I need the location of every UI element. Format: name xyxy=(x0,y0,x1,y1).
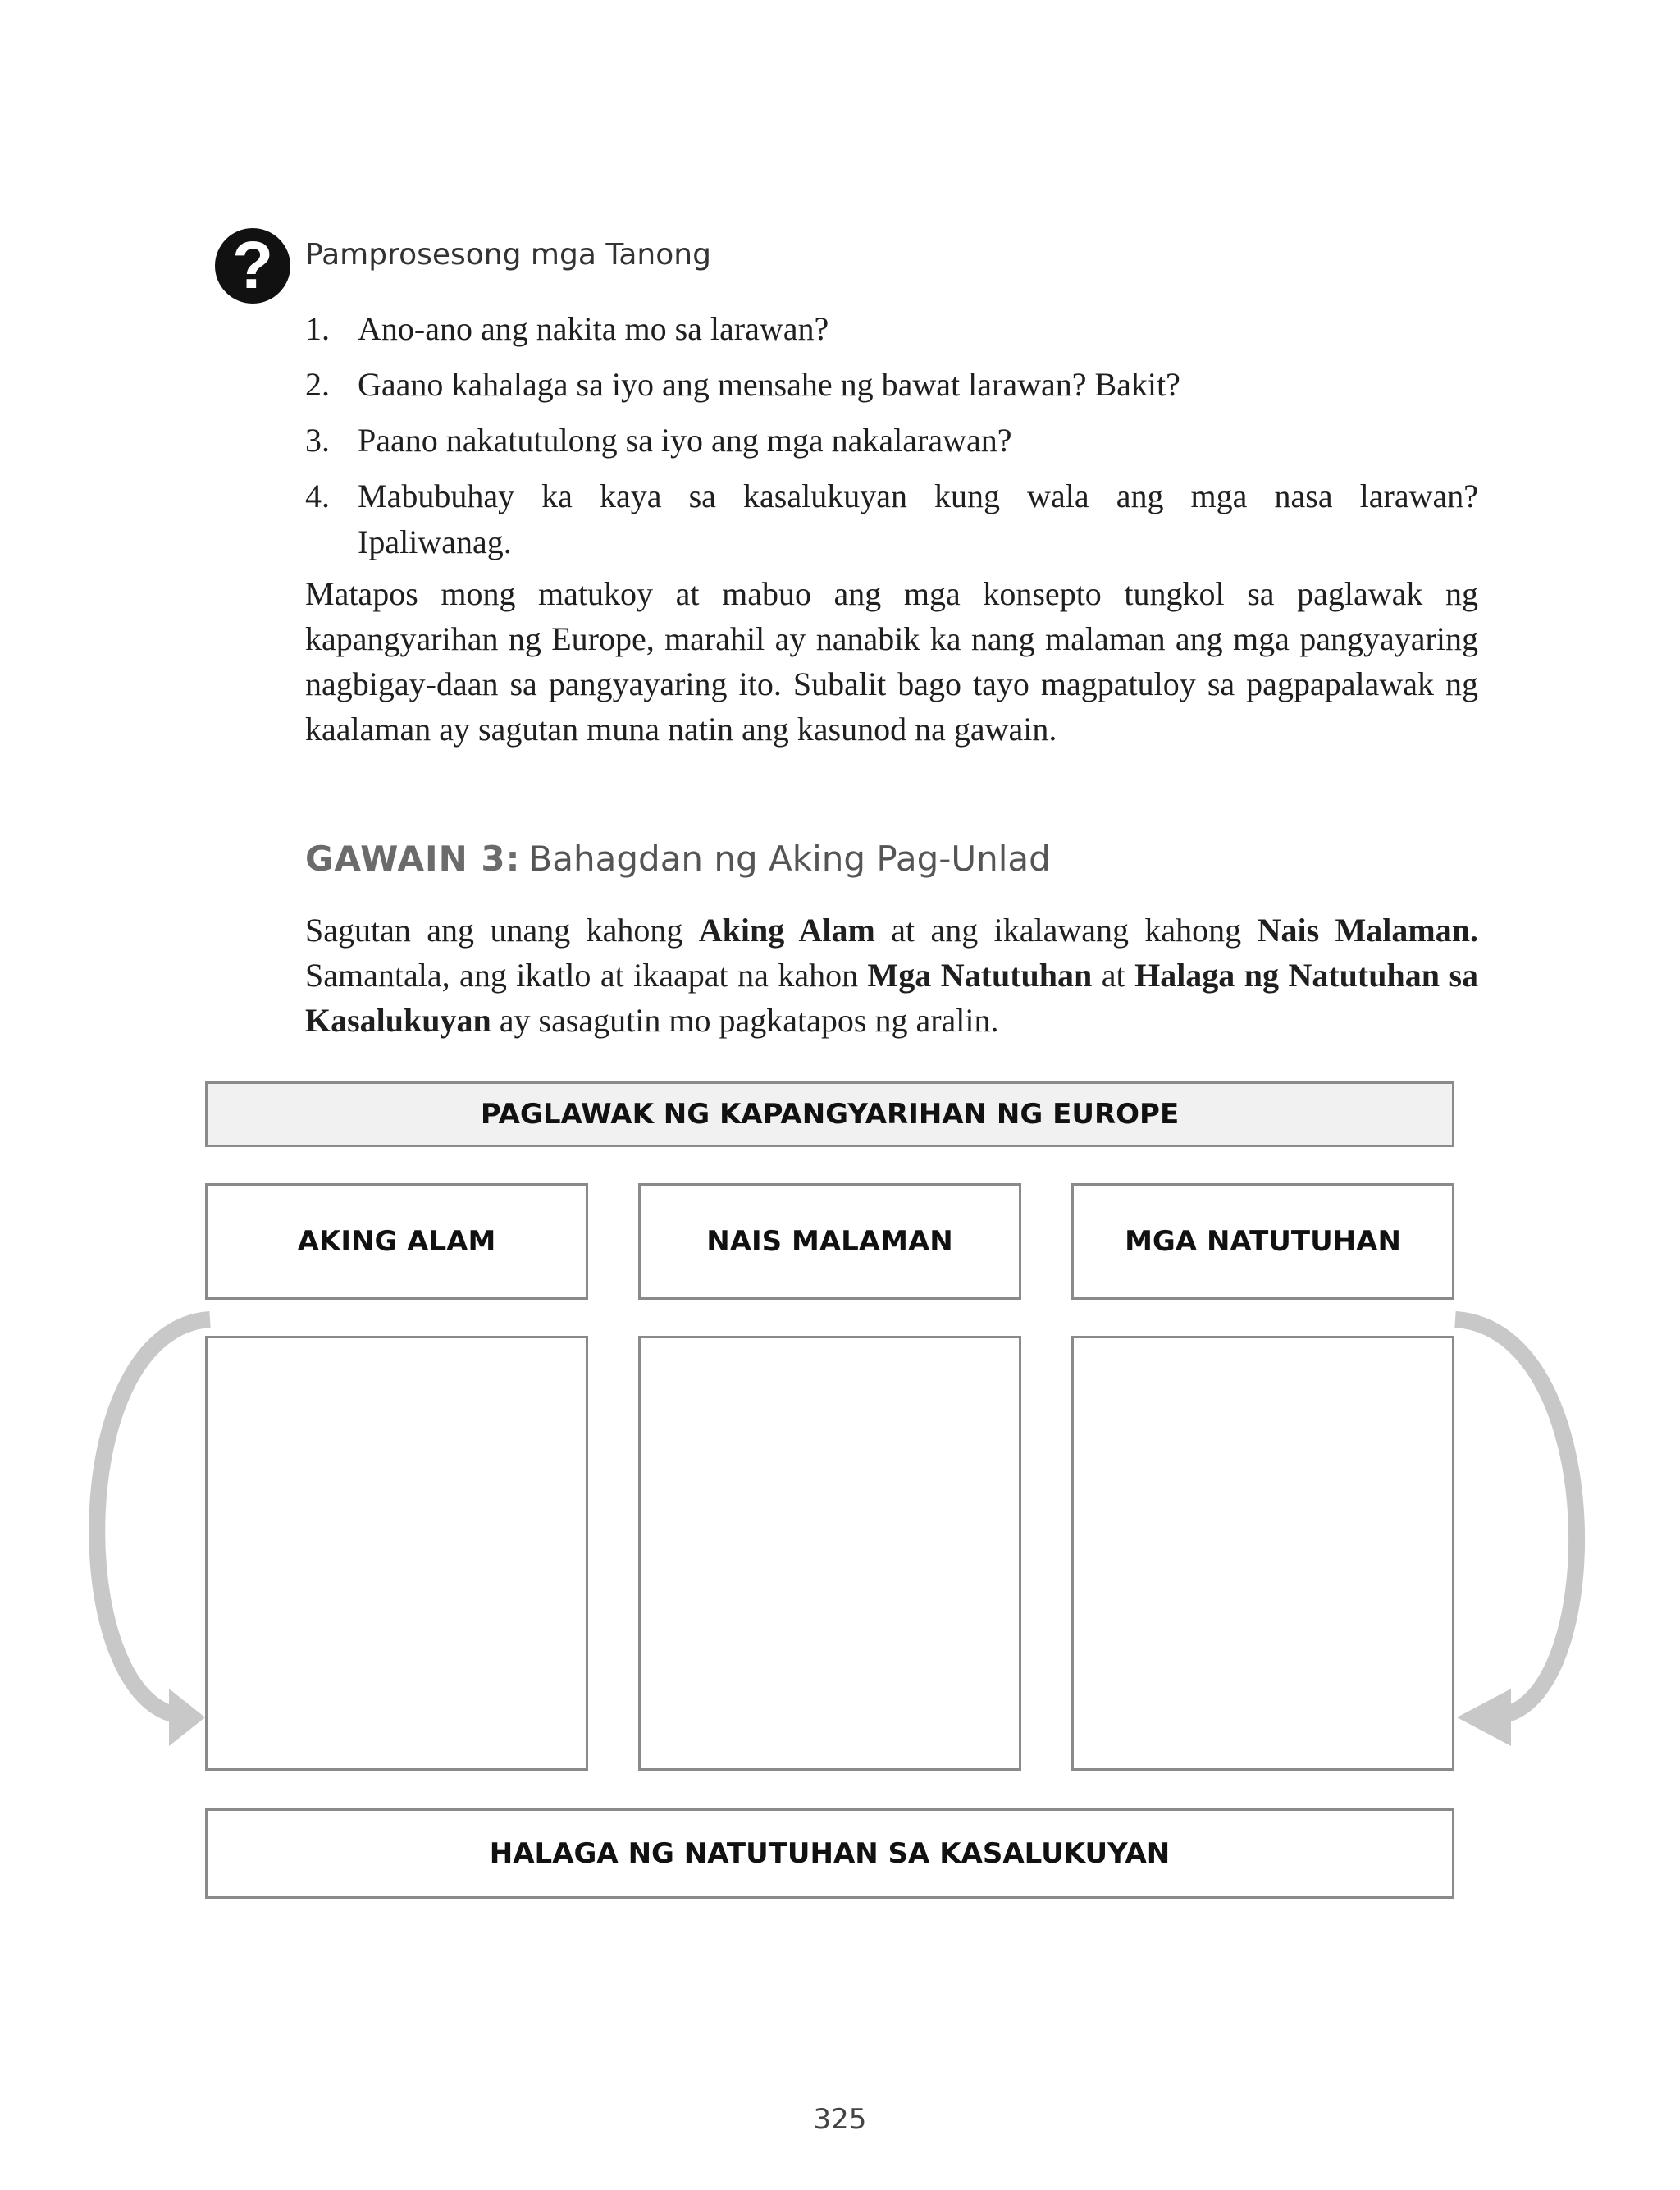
organizer-title: PAGLAWAK NG KAPANGYARIHAN NG EUROPE xyxy=(205,1081,1454,1147)
item-text-continued: Ipaliwanag. xyxy=(358,523,512,560)
question-mark-icon: ? xyxy=(215,228,290,304)
instr-bold: Mga Natutuhan xyxy=(867,957,1093,994)
section-heading: Pamprosesong mga Tanong xyxy=(305,238,711,272)
instr-text: ay sasagutin mo pagkatapos ng aralin. xyxy=(491,1002,999,1039)
item-number: 4. xyxy=(305,478,330,514)
list-item xyxy=(305,418,1478,464)
answer-box-mga-natutuhan[interactable] xyxy=(1071,1336,1454,1771)
item-text: Mabubuhay ka kaya sa kasalukuyan kung wala ang mga nasa larawan? xyxy=(358,478,1478,514)
curved-arrow-right-icon xyxy=(1455,1319,1577,1746)
list-item xyxy=(305,362,1478,408)
item-text: Gaano kahalaga sa iyo ang mensahe ng bawat larawan? Bakit? xyxy=(358,366,1180,403)
question-list xyxy=(305,306,1478,575)
list-item xyxy=(305,473,1478,565)
instr-text: at ang ikalawang kahong xyxy=(874,912,1258,949)
answer-box-nais-malaman[interactable] xyxy=(638,1336,1021,1771)
page-number: 325 xyxy=(813,2103,867,2136)
activity-title xyxy=(305,839,1051,879)
instr-bold: Nais Malaman. xyxy=(1257,912,1478,949)
item-text: Paano nakatutulong sa iyo ang mga nakalarawan? xyxy=(358,422,1012,459)
instructions xyxy=(305,908,1478,1043)
bottom-banner[interactable]: HALAGA NG NATUTUHAN SA KASALUKUYAN xyxy=(205,1808,1454,1899)
column-header-aking-alam: AKING ALAM xyxy=(205,1183,588,1300)
item-text: Ano-ano ang nakita mo sa larawan? xyxy=(358,310,829,347)
column-header-nais-malaman: NAIS MALAMAN xyxy=(638,1183,1021,1300)
curved-arrow-left-icon xyxy=(97,1319,210,1746)
answer-box-aking-alam[interactable] xyxy=(205,1336,588,1771)
instr-text: Samantala, ang ikatlo at ikaapat na kahon xyxy=(305,957,868,994)
body-paragraph: Matapos mong matukoy at mabuo ang mga konsepto tungkol sa paglawak ng kapangyarihan ng Europe, marahil ay nanabik ka nang malaman ang mga pangyayaring nagbigay-daan sa pangyayaring ito. Subalit bago tayo magpatuloy sa pagpapalawak ng kaalaman ay sagutan muna natin ang kasunod na gawain. xyxy=(305,575,1478,748)
instr-text: at xyxy=(1092,957,1135,994)
instr-bold: Aking Alam xyxy=(698,912,875,949)
activity-label: GAWAIN 3: xyxy=(305,839,521,879)
instr-text: Sagutan ang unang kahong xyxy=(305,912,699,949)
item-number: 2. xyxy=(305,366,330,403)
instr-bold: Halaga ng Natutuhan sa Kasalukuyan xyxy=(305,957,1479,1039)
column-header-mga-natutuhan: MGA NATUTUHAN xyxy=(1071,1183,1454,1300)
item-number: 3. xyxy=(305,422,330,459)
item-number: 1. xyxy=(305,310,330,347)
list-item xyxy=(305,306,1478,352)
activity-name: Bahagdan ng Aking Pag-Unlad xyxy=(528,839,1051,879)
